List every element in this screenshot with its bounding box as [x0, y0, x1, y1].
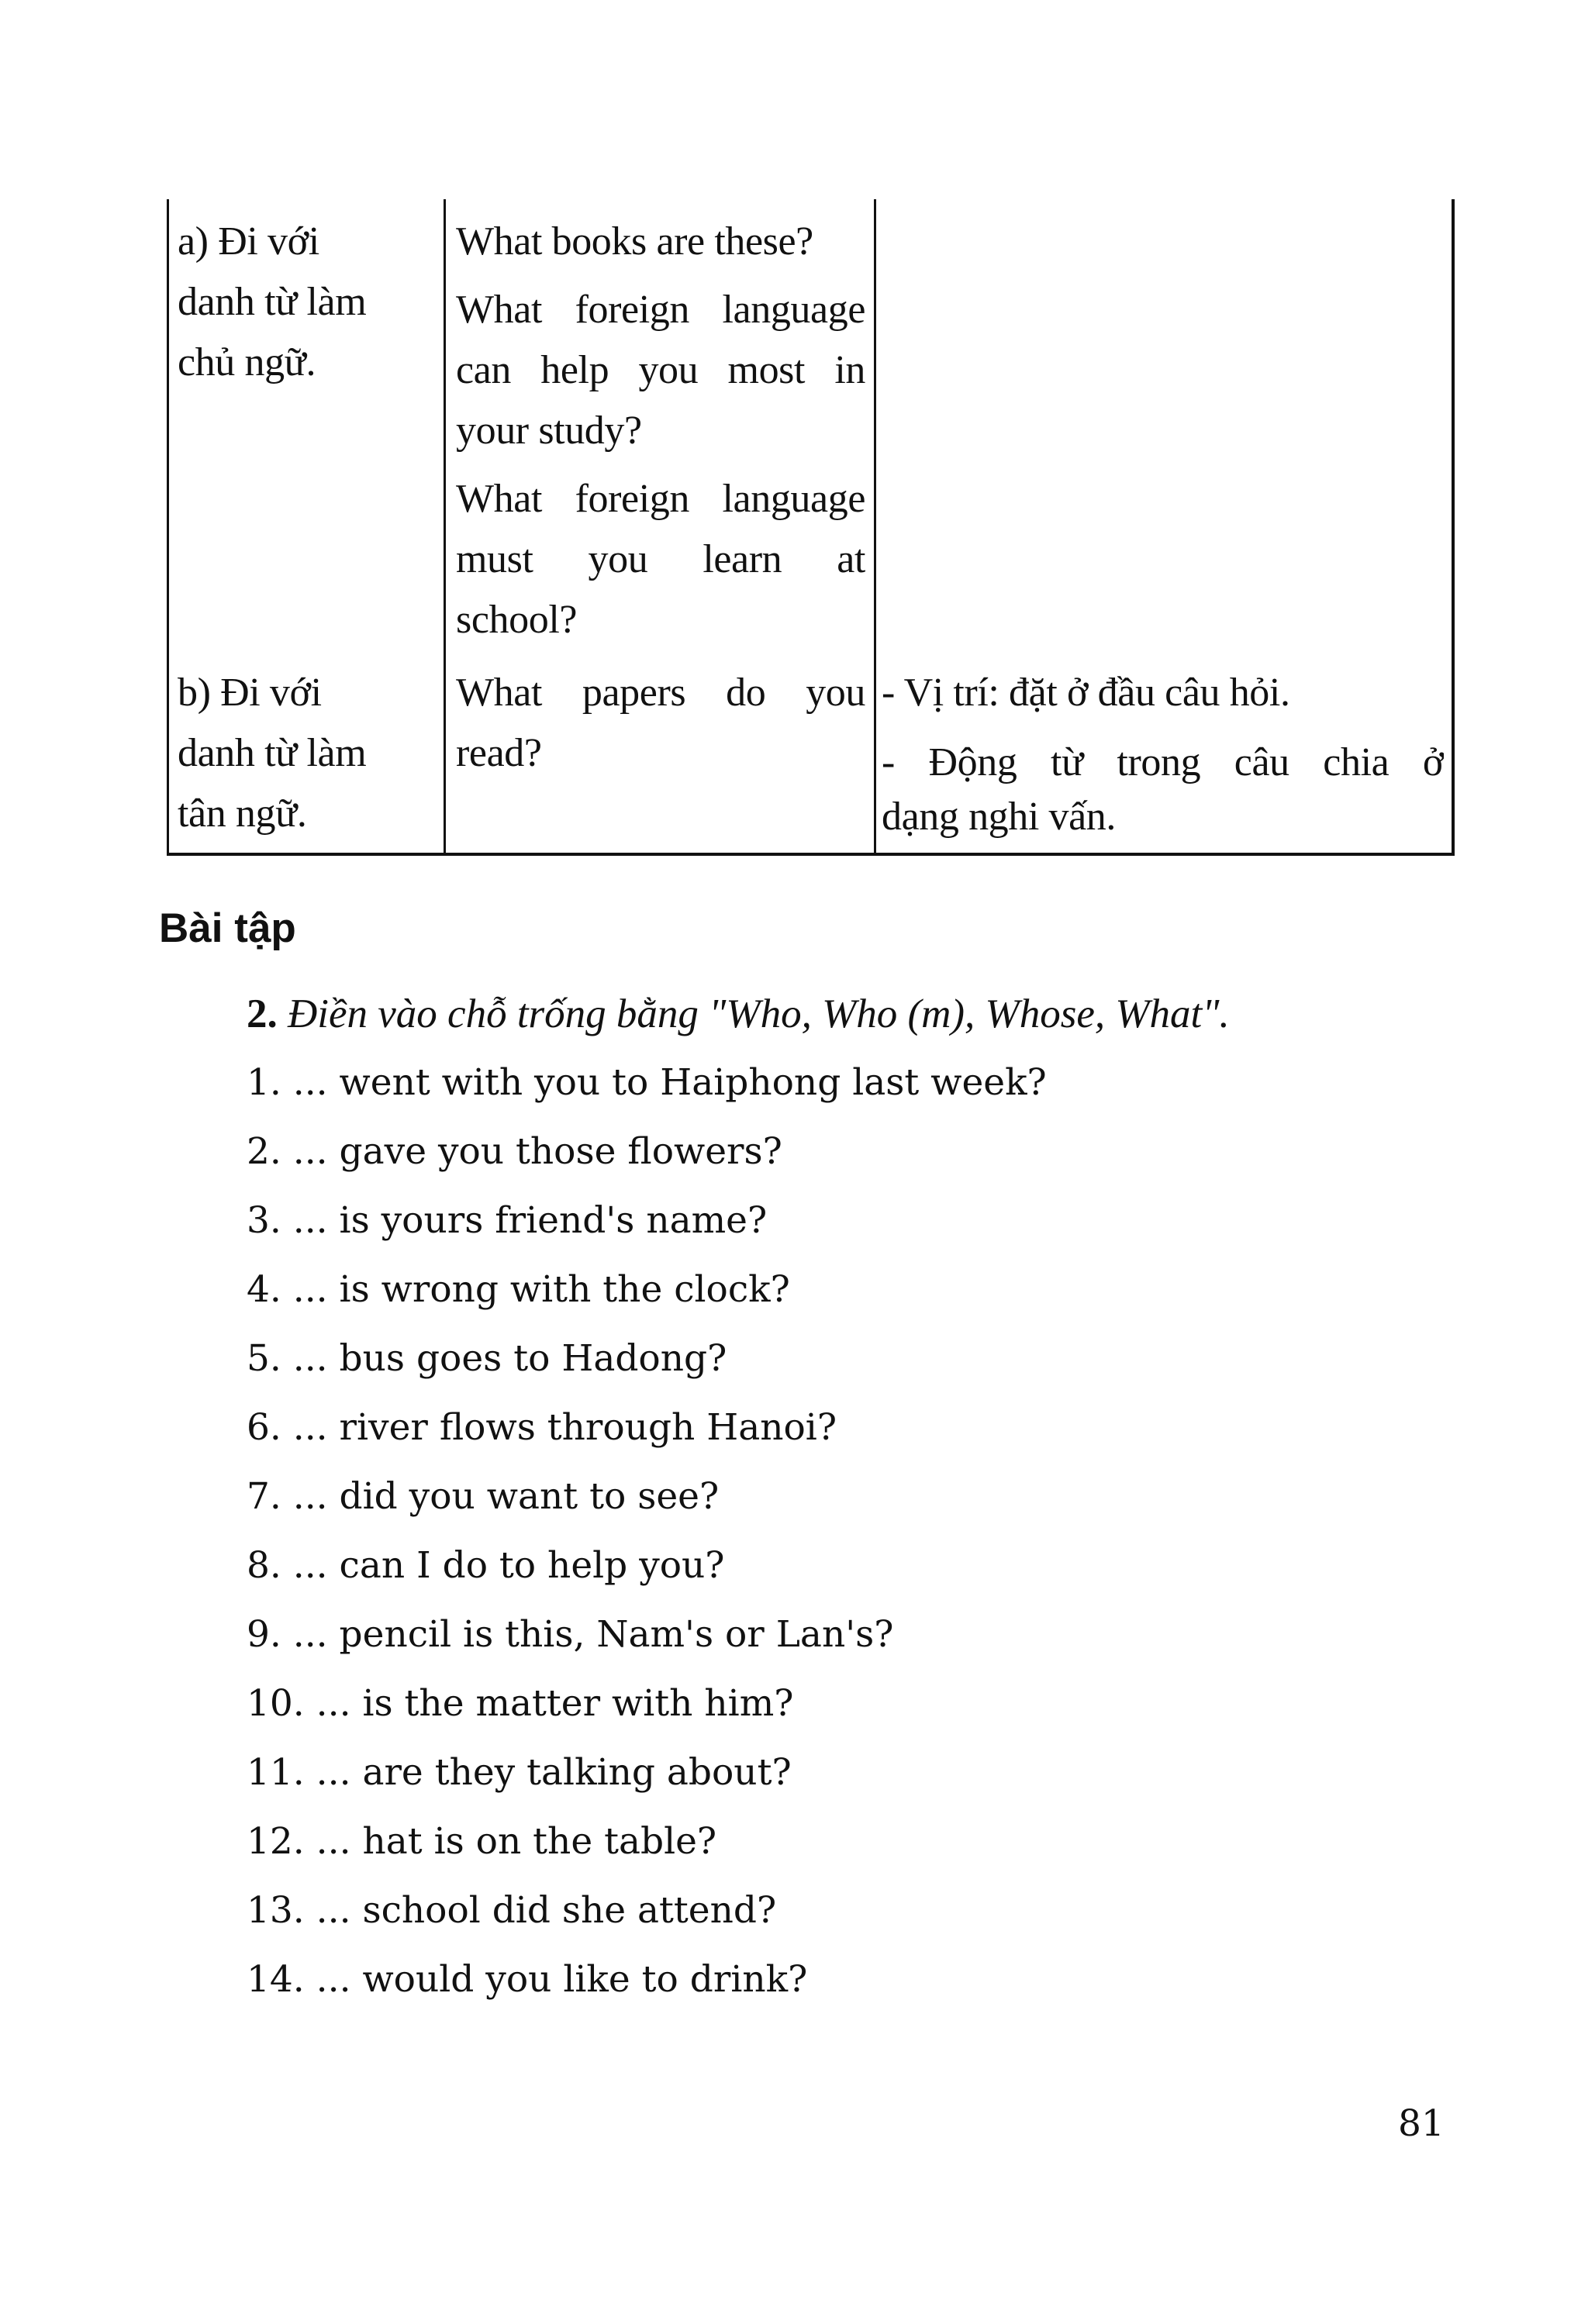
- question-10: 10. ... is the matter with him?: [247, 1682, 794, 1725]
- question-13: 13. ... school did she attend?: [247, 1889, 777, 1932]
- question-11: 11. ... are they talking about?: [247, 1751, 792, 1794]
- question-1: 1. ... went with you to Haiphong last week?: [247, 1061, 1047, 1104]
- table-border-bottom: [167, 853, 1455, 856]
- column-divider-2: [874, 199, 876, 856]
- question-6: 6. ... river flows through Hanoi?: [247, 1406, 837, 1449]
- question-2: 2. ... gave you those flowers?: [247, 1130, 782, 1173]
- grammar-table: [167, 199, 1455, 856]
- question-14: 14. ... would you like to drink?: [247, 1958, 808, 2001]
- note-verb-line-1: - Động từ trong câu chia ở: [882, 740, 1444, 784]
- example-a-3-line-2: must you learn at: [456, 537, 865, 581]
- note-verb: [882, 733, 1444, 847]
- usage-b-line-2: danh từ làm: [178, 731, 367, 775]
- example-a-2-line-3: your study?: [456, 409, 642, 453]
- question-3: 3. ... is yours friend's name?: [247, 1199, 768, 1242]
- usage-a-line-3: chủ ngữ.: [178, 340, 316, 384]
- example-a-3-line-1: What foreign language: [456, 477, 865, 521]
- example-a-1: [456, 212, 865, 272]
- column-divider-1: [444, 199, 446, 856]
- example-a-3-line-3: school?: [456, 598, 578, 642]
- question-9: 9. ... pencil is this, Nam's or Lan's?: [247, 1613, 894, 1656]
- usage-b-line-1: b) Đi với: [178, 671, 322, 715]
- usage-b-line-3: tân ngữ.: [178, 791, 307, 836]
- exercise-instruction-text: Điền vào chỗ trống bằng "Who, Who (m), Whose, What".: [288, 991, 1230, 1036]
- usage-a-line-1: a) Đi với: [178, 219, 319, 264]
- question-list: [247, 1048, 1047, 2014]
- example-a-2-line-2: can help you most in: [456, 348, 865, 392]
- example-a-3: [456, 469, 865, 650]
- example-b-1: [456, 663, 865, 784]
- example-b-1-line-2: read?: [456, 731, 542, 775]
- question-12: 12. ... hat is on the table?: [247, 1820, 717, 1863]
- usage-a-line-2: danh từ làm: [178, 280, 367, 324]
- exercise-number: 2.: [247, 991, 278, 1036]
- question-7: 7. ... did you want to see?: [247, 1475, 720, 1518]
- note-verb-line-2: dạng nghi vấn.: [882, 795, 1117, 839]
- page-number: 81: [1398, 2102, 1445, 2145]
- question-5: 5. ... bus goes to Hadong?: [247, 1337, 727, 1380]
- question-4: 4. ... is wrong with the clock?: [247, 1268, 790, 1311]
- question-8: 8. ... can I do to help you?: [247, 1544, 725, 1587]
- example-a-2-line-1: What foreign language: [456, 288, 865, 332]
- exercise-instruction: [247, 983, 1230, 1045]
- example-a-2: [456, 280, 865, 461]
- section-heading: Bài tập: [159, 905, 296, 951]
- table-border-right: [1452, 199, 1455, 856]
- table-border-left: [167, 199, 169, 856]
- example-b-1-line-1: What papers do you: [456, 671, 865, 715]
- example-a-1-line-1: What books are these?: [456, 219, 813, 264]
- note-position: - Vị trí: đặt ở đầu câu hỏi.: [882, 671, 1290, 715]
